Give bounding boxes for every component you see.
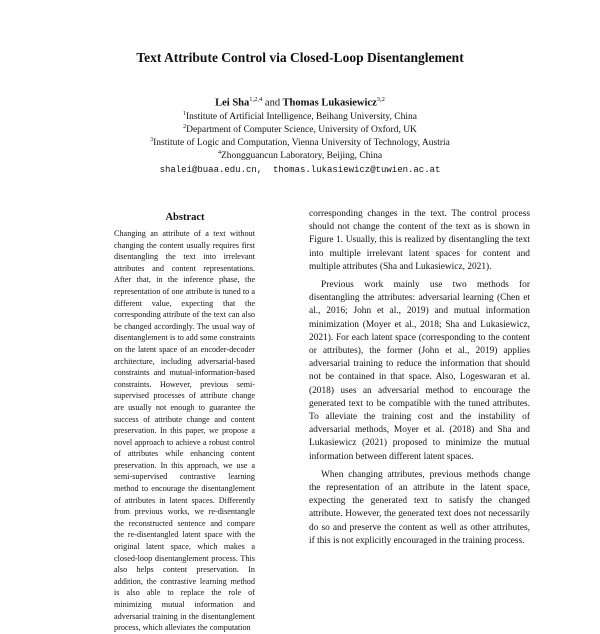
- affiliation-line: [0, 111, 600, 122]
- author-name: Thomas Lukasiewicz: [282, 97, 377, 109]
- affiliation-line: [0, 124, 600, 135]
- author-affiliation-marks: 1,2,4: [249, 96, 263, 103]
- affiliation-line: [0, 150, 600, 161]
- affiliation-text: Institute of Artificial Intelligence, Beihang University, China: [185, 112, 418, 123]
- paragraph: Previous work mainly use two methods for disentangling the attributes: adversarial learning (Chen et al., 2016; John et al., 2019) and mutual information minimization (Moyer et al., 2018; Sha and Lukasiewicz, 2021). For each latent space (corresponding to the content or attributes), the former (John et al., 2019) applies adversarial training to reduce the information that should not be contained in that space. Also, Logeswaran et al. (2018) uses an adversarial method to encourage the generated text to be compatible with the tuned attributes. To alleviate the training cost and the instability of adversarial methods, Moyer et al. (2018) and Sha and Lukasiewicz (2021) proposed to minimize the mutual information between different latent spaces.: [309, 280, 530, 462]
- affiliation-text: Institute of Logic and Computation, Vienna University of Technology, Austria: [153, 138, 450, 149]
- author-name: Lei Sha: [215, 97, 250, 109]
- affiliation-text: Department of Computer Science, University of Oxford, UK: [186, 125, 417, 136]
- author-joiner: and: [264, 97, 281, 109]
- paragraph: corresponding changes in the text. The control process should not change the content of the text as is shown in Figure 1. Usually, this is realized by disentangling the text into multiple irrelevant latent spaces for content and multiple attributes (Sha and Lukasiewicz, 2021).: [309, 209, 530, 272]
- author-affiliation-marks: 3,2: [376, 96, 385, 103]
- abstract-body: Changing an attribute of a text without changing the content usually requires first disentangling the text into irrelevant attributes and content representations. After that, in the inference phase, the representation of one attribute is tuned to a different value, expecting that the corresponding attribute of the text can also be changed accordingly. The usual way of disentanglement is to add some constraints on the latent space of an encoder-decoder architecture, including adversarial-based constraints and mutual-information-based constraints. However, previous semi-supervised processes of attribute change are usually not enough to guarantee the success of attribute change and content preservation. In this paper, we propose a novel approach to achieve a robust control of attributes while enhancing content preservation. In this approach, we use a semi-supervised contrastive learning method to encourage the disentanglement of attributes in latent spaces. Differently from previous works, we re-disentangle the reconstructed sentence and compare the re-disentangled latent space with the original latent space, which makes a closed-loop disentanglement process. This also helps content preservation. In addition, the contrastive learning method is also able to replace the role of minimizing mutual information and adversarial training in the disentanglement process, which alleviates the computation: [114, 229, 255, 633]
- author-emails: shalei@buaa.edu.cn, thomas.lukasiewicz@tuwien.ac.at: [159, 165, 441, 175]
- abstract-heading: Abstract: [165, 212, 205, 223]
- affiliation-mark: 3: [150, 137, 154, 143]
- affiliation-mark: 4: [217, 150, 221, 156]
- paper-title: Text Attribute Control via Closed-Loop Disentanglement: [136, 50, 464, 65]
- affiliation-mark: 1: [182, 111, 186, 117]
- affiliation-text: Zhongguancun Laboratory, Beijing, China: [220, 151, 383, 162]
- body-column-right: [309, 208, 530, 548]
- author-line: [0, 96, 600, 109]
- affiliation-line: [0, 137, 600, 148]
- paragraph: When changing attributes, previous methods change the representation of an attribute in the latent space, expecting the generated text to satisfy the changed attribute. However, the generated text does not necessarily do so and preserve the content as well as other attributes, if this is not explicitly encouraged in the training process.: [309, 469, 530, 546]
- affiliation-mark: 2: [183, 124, 187, 130]
